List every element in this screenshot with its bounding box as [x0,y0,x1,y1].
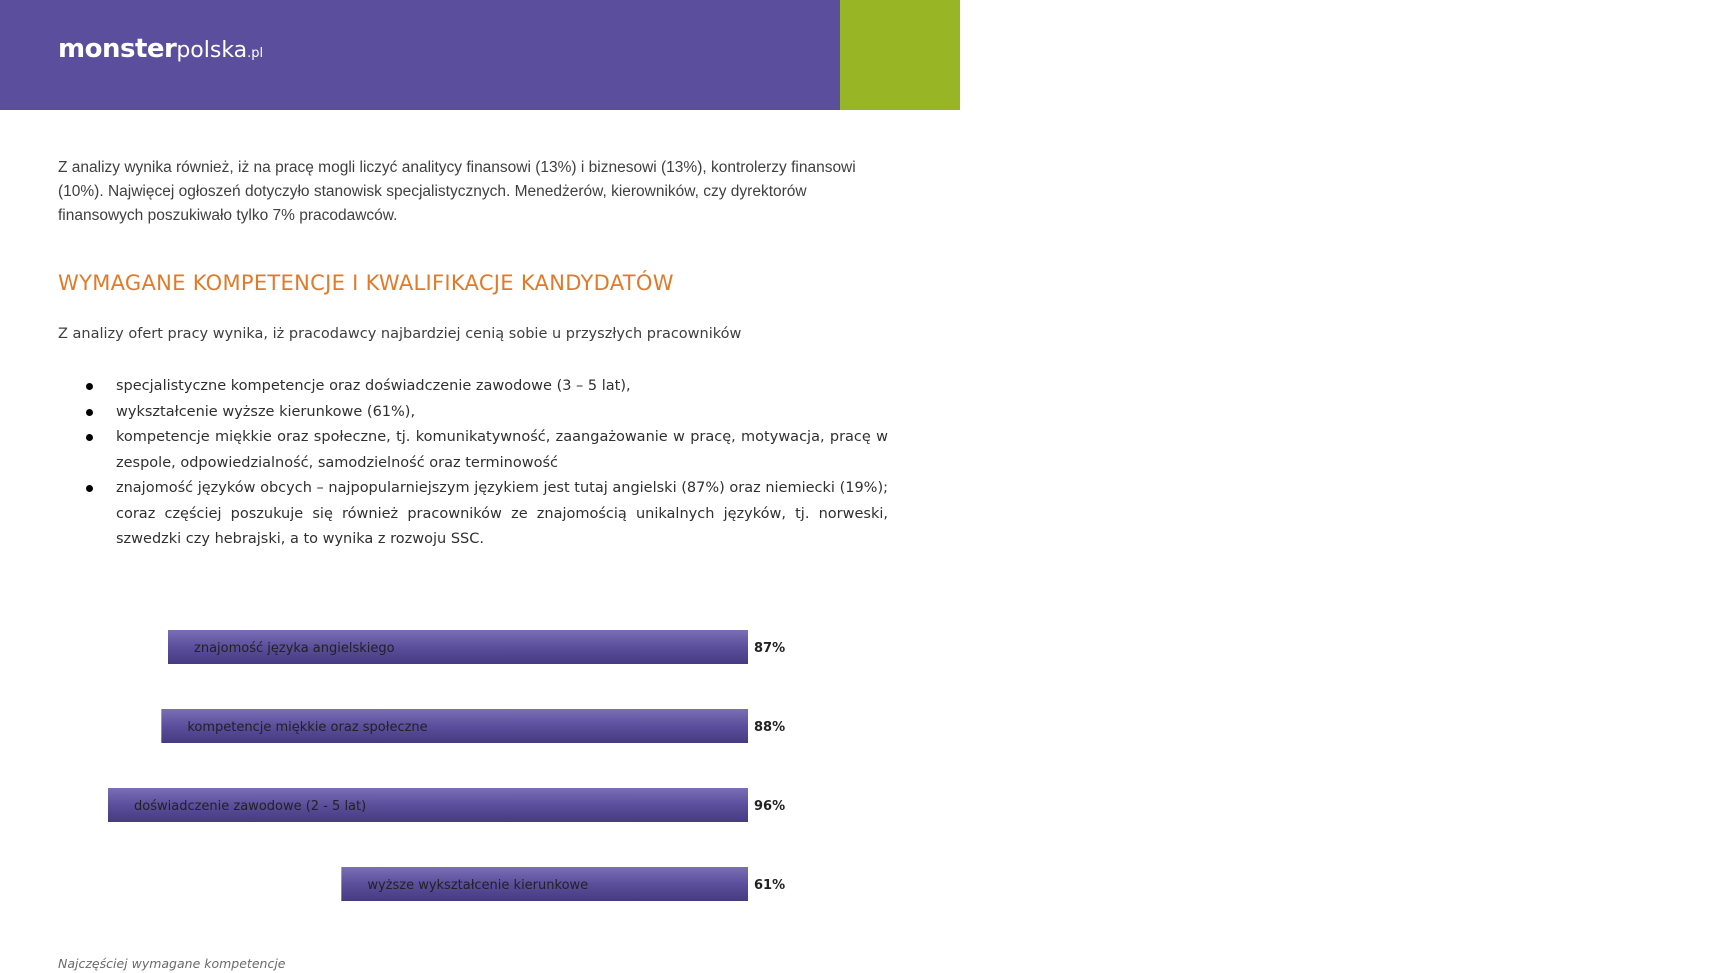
category-label-2: doświadczenie zawodowe (2 - 5 lat) [134,799,367,814]
value-label-3: 61% [754,878,786,893]
value-label-2: 96% [754,799,786,814]
page-number: 7 [1717,36,1727,56]
value-label-1: 88% [754,720,786,735]
bullet-dot-icon [86,485,93,492]
logo-text-pl: .pl [247,46,264,61]
category-label-0: znajomość języka angielskiego [194,641,395,656]
bullet-item [86,400,888,426]
bullet-text: kompetencje miękkie oraz społeczne, tj. komunikatywność, zaangażowanie w pracę, motywacja, pracę w zespole, odpowiedzialność, samodzielność oraz terminowość [116,429,888,471]
chart-caption: Najczęściej wymagane kompetencje [58,956,286,971]
intro-paragraph: Z analizy wynika również, iż na pracę mogli liczyć analitycy finansowi (13%) i biznesowi (13%), kontrolerzy finansowi (10%). Najwięcej ogłoszeń dotyczyło stanowisk specjalistycznych. Menedżerów, kierowników, czy dyrektorów finansowych poszukiwało tylko 7% pracodawców. [58,159,856,224]
bullet-item [86,425,888,476]
bullet-item [86,374,888,400]
section-lead: Z analizy ofert pracy wynika, iż pracodawcy najbardziej cenią sobie u przyszłych pracowników [58,326,742,342]
bullet-text: specjalistyczne kompetencje oraz doświadczenie zawodowe (3 – 5 lat), [116,378,631,394]
bullet-text: znajomość języków obcych – najpopularniejszym językiem jest tutaj angielski (87%) oraz niemiecki (19%); coraz częściej poszukuje się również pracowników ze znajomością unikalnych języków, tj. norweski, szwedzki czy hebrajski, a to wynika z rozwoju SSC. [116,480,888,547]
category-label-1: kompetencje miękkie oraz społeczne [187,720,428,735]
bullet-dot-icon [86,434,93,441]
monster-polska-logo[interactable] [58,34,263,64]
section-title: WYMAGANE KOMPETENCJE I KWALIFIKACJE KANDYDATÓW [58,271,674,295]
bullet-item [86,476,888,553]
bullet-text: wykształcenie wyższe kierunkowe (61%), [116,403,416,420]
competency-bullet-list [86,374,888,553]
bullet-dot-icon [86,409,93,416]
page-number-tab [840,0,1727,110]
logo-text-monster: monster [58,34,177,64]
header-banner [0,0,840,110]
logo-text-polska: polska [176,38,248,63]
bullet-dot-icon [86,383,93,390]
competencies-bar-chart [0,600,900,940]
category-label-3: wyższe wykształcenie kierunkowe [367,878,589,893]
value-label-0: 87% [754,641,786,656]
